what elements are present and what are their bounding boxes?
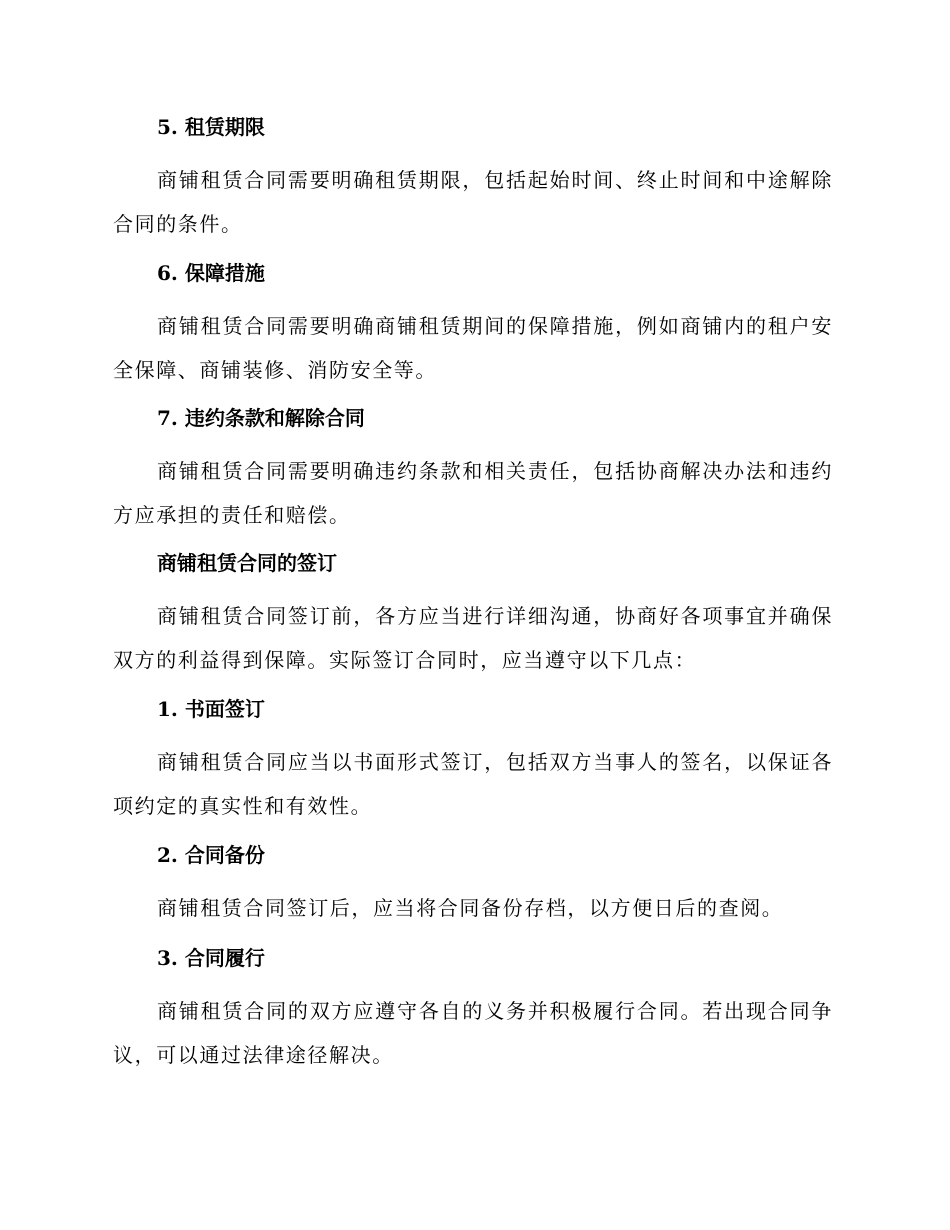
section-heading-signing: 商铺租赁合同的签订 — [157, 551, 337, 575]
section-heading-lease-term: 5. 租赁期限 — [157, 115, 265, 139]
section-heading-written-signing: 1. 书面签订 — [157, 697, 265, 721]
section-heading-safeguards: 6. 保障措施 — [157, 261, 265, 285]
section-body-lease-term: 商铺租赁合同需要明确租赁期限，包括起始时间、终止时间和中途解除合同的条件。 — [113, 168, 833, 236]
section-body-signing: 商铺租赁合同签订前，各方应当进行详细沟通，协商好各项事宜并确保双方的利益得到保障。实际签订合同时，应当遵守以下几点： — [113, 604, 833, 672]
section-heading-contract-backup: 2. 合同备份 — [157, 843, 265, 867]
section-body-safeguards: 商铺租赁合同需要明确商铺租赁期间的保障措施，例如商铺内的租户安全保障、商铺装修、消防安全等。 — [113, 314, 833, 382]
section-heading-contract-performance: 3. 合同履行 — [157, 946, 265, 970]
section-body-contract-backup: 商铺租赁合同签订后，应当将合同备份存档，以方便日后的查阅。 — [157, 896, 784, 920]
section-body-breach-termination: 商铺租赁合同需要明确违约条款和相关责任，包括协商解决办法和违约方应承担的责任和赔偿。 — [113, 459, 833, 527]
section-heading-breach-termination: 7. 违约条款和解除合同 — [157, 406, 365, 430]
section-body-contract-performance: 商铺租赁合同的双方应遵守各自的义务并积极履行合同。若出现合同争议，可以通过法律途径解决。 — [113, 999, 833, 1067]
section-body-written-signing: 商铺租赁合同应当以书面形式签订，包括双方当事人的签名，以保证各项约定的真实性和有效性。 — [113, 750, 833, 818]
